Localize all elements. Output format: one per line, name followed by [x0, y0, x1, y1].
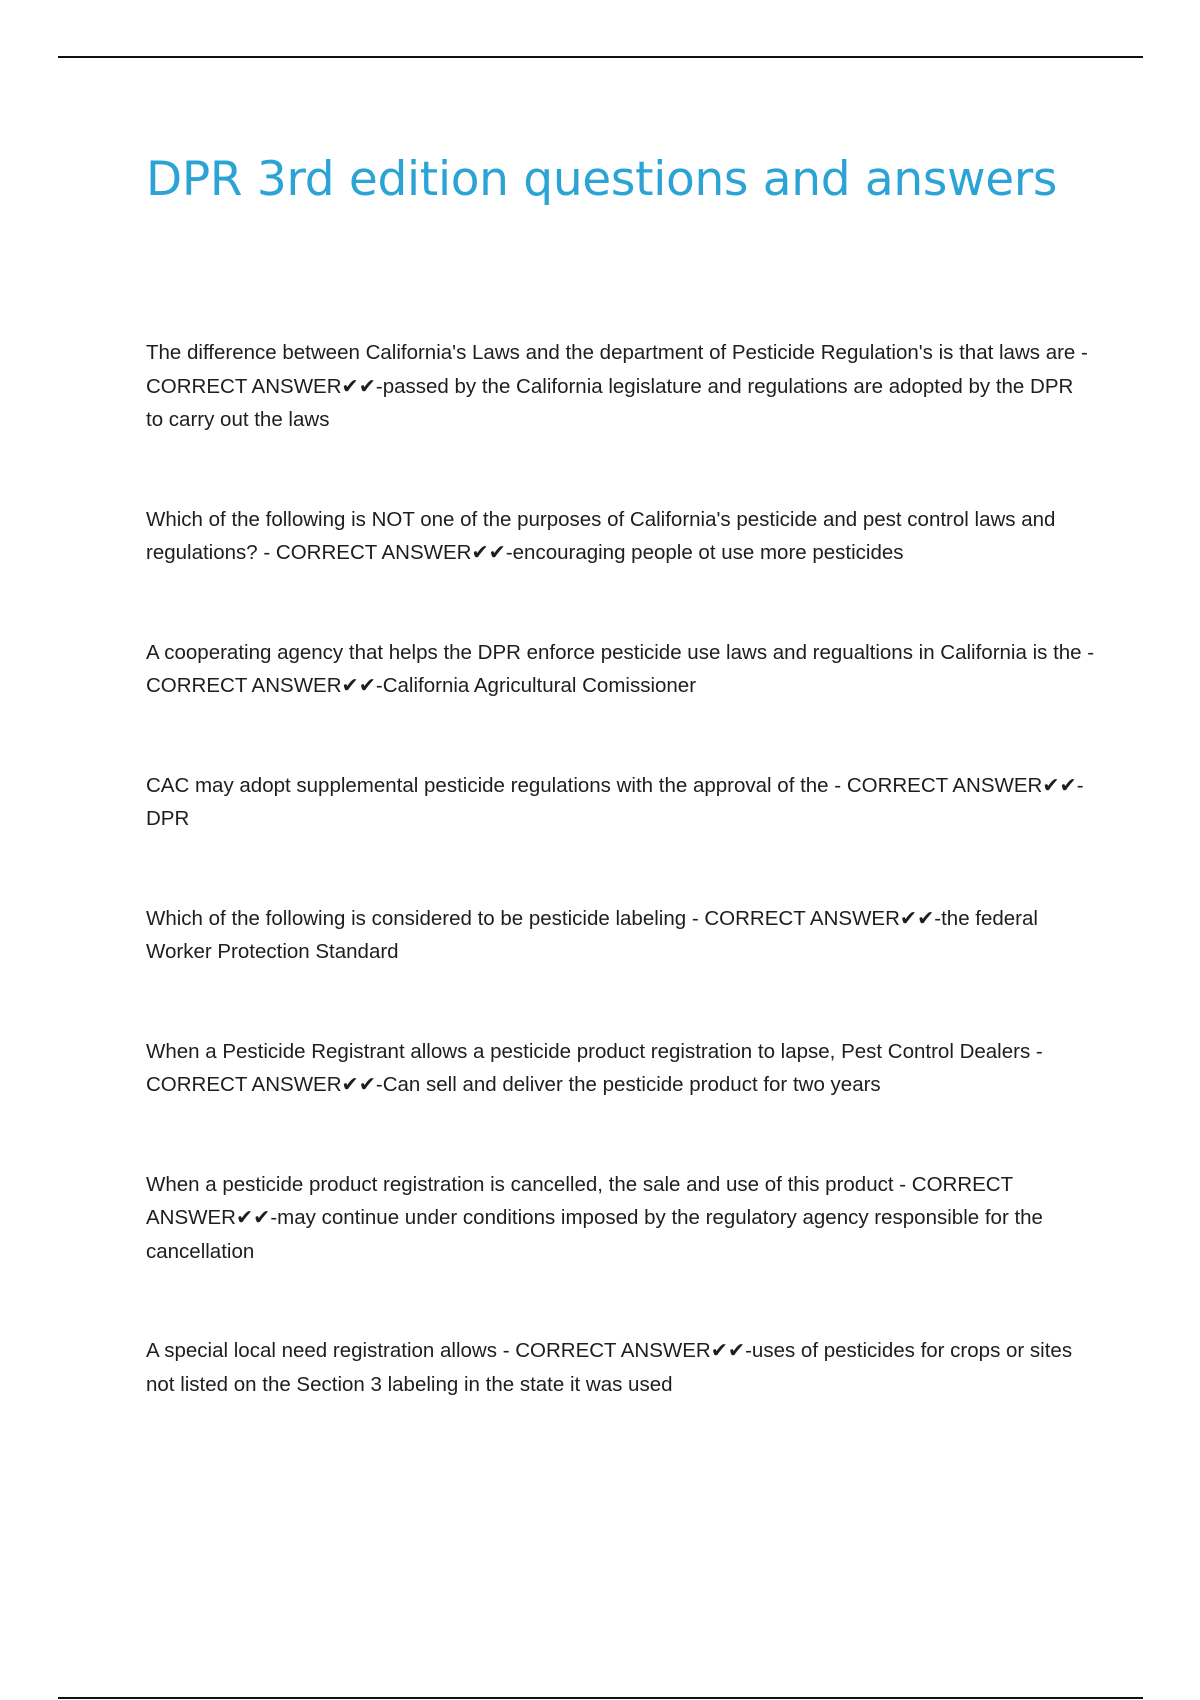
- question-text: A special local need registration allows: [146, 1339, 497, 1362]
- top-rule: [58, 56, 1143, 58]
- document-title: DPR 3rd edition questions and answers: [146, 152, 1058, 207]
- qa-item: [146, 336, 1096, 437]
- qa-item: [146, 1035, 1096, 1102]
- question-text: Which of the following is considered to be pesticide labeling: [146, 906, 687, 930]
- qa-list: [146, 336, 1096, 1401]
- question-text: When a pesticide product registration is cancelled, the sale and use of this product: [146, 1172, 894, 1196]
- answer-text: passed by the California legislature and regulations are adopted by the DPR to carry out the laws: [146, 374, 1074, 431]
- answer-marker: - CORRECT ANSWER✔✔-: [834, 773, 1084, 797]
- answer-marker: - CORRECT ANSWER✔✔-: [146, 640, 1095, 697]
- answer-marker: - CORRECT ANSWER✔✔-: [502, 1339, 752, 1362]
- qa-item: [146, 902, 1096, 969]
- question-text: The difference between California's Laws and the department of Pesticide Regulation's is that laws are: [146, 341, 1076, 364]
- answer-text: the federal Worker Protection Standard: [146, 906, 1038, 963]
- answer-marker: - CORRECT ANSWER✔✔-: [146, 1172, 1013, 1229]
- qa-item: [146, 1334, 1096, 1401]
- qa-item: [146, 503, 1096, 570]
- question-text: CAC may adopt supplemental pesticide regulations with the approval of the: [146, 773, 829, 797]
- answer-text: DPR: [146, 807, 190, 830]
- answer-text: California Agricultural Comissioner: [382, 674, 697, 697]
- answer-text: encouraging people ot use more pesticides: [512, 541, 904, 564]
- answer-marker: - CORRECT ANSWER✔✔-: [691, 906, 942, 930]
- answer-text: Can sell and deliver the pesticide product for two years: [382, 1073, 881, 1096]
- question-text: Which of the following is NOT one of the purposes of California's pesticide and pest control laws and regulations?: [146, 507, 1056, 564]
- answer-marker: - CORRECT ANSWER✔✔-: [146, 1039, 1043, 1096]
- qa-item: [146, 1168, 1096, 1269]
- answer-marker: - CORRECT ANSWER✔✔-: [146, 341, 1088, 398]
- answer-marker: - CORRECT ANSWER✔✔-: [263, 541, 513, 564]
- qa-item: [146, 636, 1096, 703]
- answer-text: uses of pesticides for crops or sites not listed on the Section 3 labeling in the state it was used: [146, 1339, 1073, 1396]
- qa-item: [146, 769, 1096, 836]
- bottom-rule: [58, 1697, 1143, 1699]
- question-text: When a Pesticide Registrant allows a pesticide product registration to lapse, Pest Control Dealers: [146, 1039, 1031, 1063]
- answer-text: may continue under conditions imposed by the regulatory agency responsible for the cancellation: [146, 1206, 1043, 1263]
- question-text: A cooperating agency that helps the DPR enforce pesticide use laws and regualtions in California is the: [146, 640, 1082, 664]
